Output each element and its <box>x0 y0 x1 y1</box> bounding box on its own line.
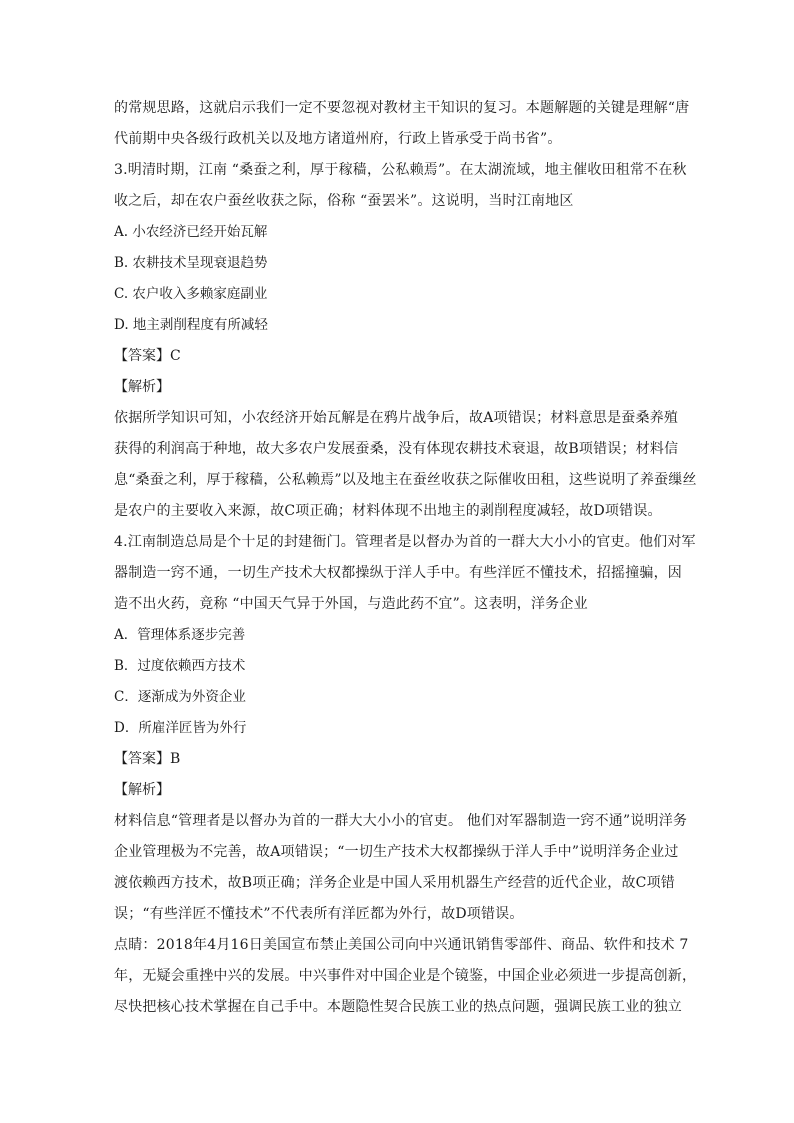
comment-line: 年，无疑会重挫中兴的发展。中兴事件对中国企业是个镜鉴，中国企业必须进一步提高创新， <box>114 968 697 984</box>
analysis-label: 【解析】 <box>114 379 170 395</box>
text-line: 代前期中央各级行政机关以及地方诸道州府，行政上皆承受于尚书省”。 <box>114 131 562 147</box>
analysis-line: 企业管理极为不完善，故A项错误；“一切生产技术大权都操纵于洋人手中”说明洋务企业过 <box>114 844 679 860</box>
analysis-line: 渡依赖西方技术，故B项正确；洋务企业是中国人采用机器生产经营的近代企业，故C项错 <box>114 875 675 891</box>
document-page <box>114 93 697 1023</box>
answer-label: 【答案】B <box>114 751 181 767</box>
option-b: B．过度依赖西方技术 <box>114 658 246 674</box>
option-d: D．所雇洋匠皆为外行 <box>114 720 247 736</box>
question-3 <box>114 155 697 527</box>
intro-paragraph <box>114 93 690 155</box>
option-c: C．逐渐成为外资企业 <box>114 689 246 705</box>
analysis-label: 【解析】 <box>114 782 170 798</box>
text-line: 的常规思路，这就启示我们一定不要忽视对教材主干知识的复习。本题解题的关键是理解“唐 <box>114 100 690 116</box>
comment-line: 尽快把核心技术掌握在自己手中。本题隐性契合民族工业的热点问题，强调民族工业的独立 <box>114 999 682 1015</box>
question-stem-line: 造不出火药，竟称 “中国天气异于外国，与造此药不宜”。这表明，洋务企业 <box>114 596 588 612</box>
question-4 <box>114 527 697 1023</box>
option-d: D. 地主剥削程度有所减轻 <box>114 317 268 333</box>
analysis-line: 是农户的主要收入来源，故C项正确；材料体现不出地主的剥削程度减轻，故D项错误。 <box>114 503 662 519</box>
option-b: B. 农耕技术呈现衰退趋势 <box>114 255 268 271</box>
question-stem-line: 器制造一窍不通，一切生产技术大权都操纵于洋人手中。有些洋匠不懂技术，招摇撞骗，因 <box>114 565 682 581</box>
question-stem-line: 4.江南制造总局是个十足的封建衙门。管理者是以督办为首的一群大大小小的官吏。他们对军 <box>114 534 696 550</box>
analysis-line: 息“桑蚕之利，厚于稼穑，公私赖焉”以及地主在蚕丝收获之际催收田租，这些说明了养蚕缫丝 <box>114 472 697 488</box>
question-stem-line: 收之后，却在农户蚕丝收获之际，俗称 “蚕罢米”。这说明，当时江南地区 <box>114 193 574 209</box>
analysis-line: 误；“有些洋匠不懂技术”不代表所有洋匠都为外行，故D项错误。 <box>114 906 524 922</box>
question-stem-line: 3.明清时期，江南 “桑蚕之利，厚于稼穑，公私赖焉”。在太湖流域，地主催收田租常不在秋 <box>114 162 687 178</box>
analysis-line: 依据所学知识可知，小农经济开始瓦解是在鸦片战争后，故A项错误；材料意思是蚕桑养殖 <box>114 410 679 426</box>
option-a: A．管理体系逐步完善 <box>114 627 246 643</box>
answer-label: 【答案】C <box>114 348 181 364</box>
analysis-line: 获得的利润高于种地，故大多农户发展蚕桑，没有体现农耕技术衰退，故B项错误；材料信 <box>114 441 679 457</box>
comment-line: 点睛：2018年4月16日美国宣布禁止美国公司向中兴通讯销售零部件、商品、软件和技术 7 <box>114 937 689 953</box>
option-c: C. 农户收入多赖家庭副业 <box>114 286 268 302</box>
analysis-line: 材料信息“管理者是以督办为首的一群大大小小的官吏。 他们对军器制造一窍不通”说明洋务 <box>114 813 688 829</box>
option-a: A. 小农经济已经开始瓦解 <box>114 224 268 240</box>
